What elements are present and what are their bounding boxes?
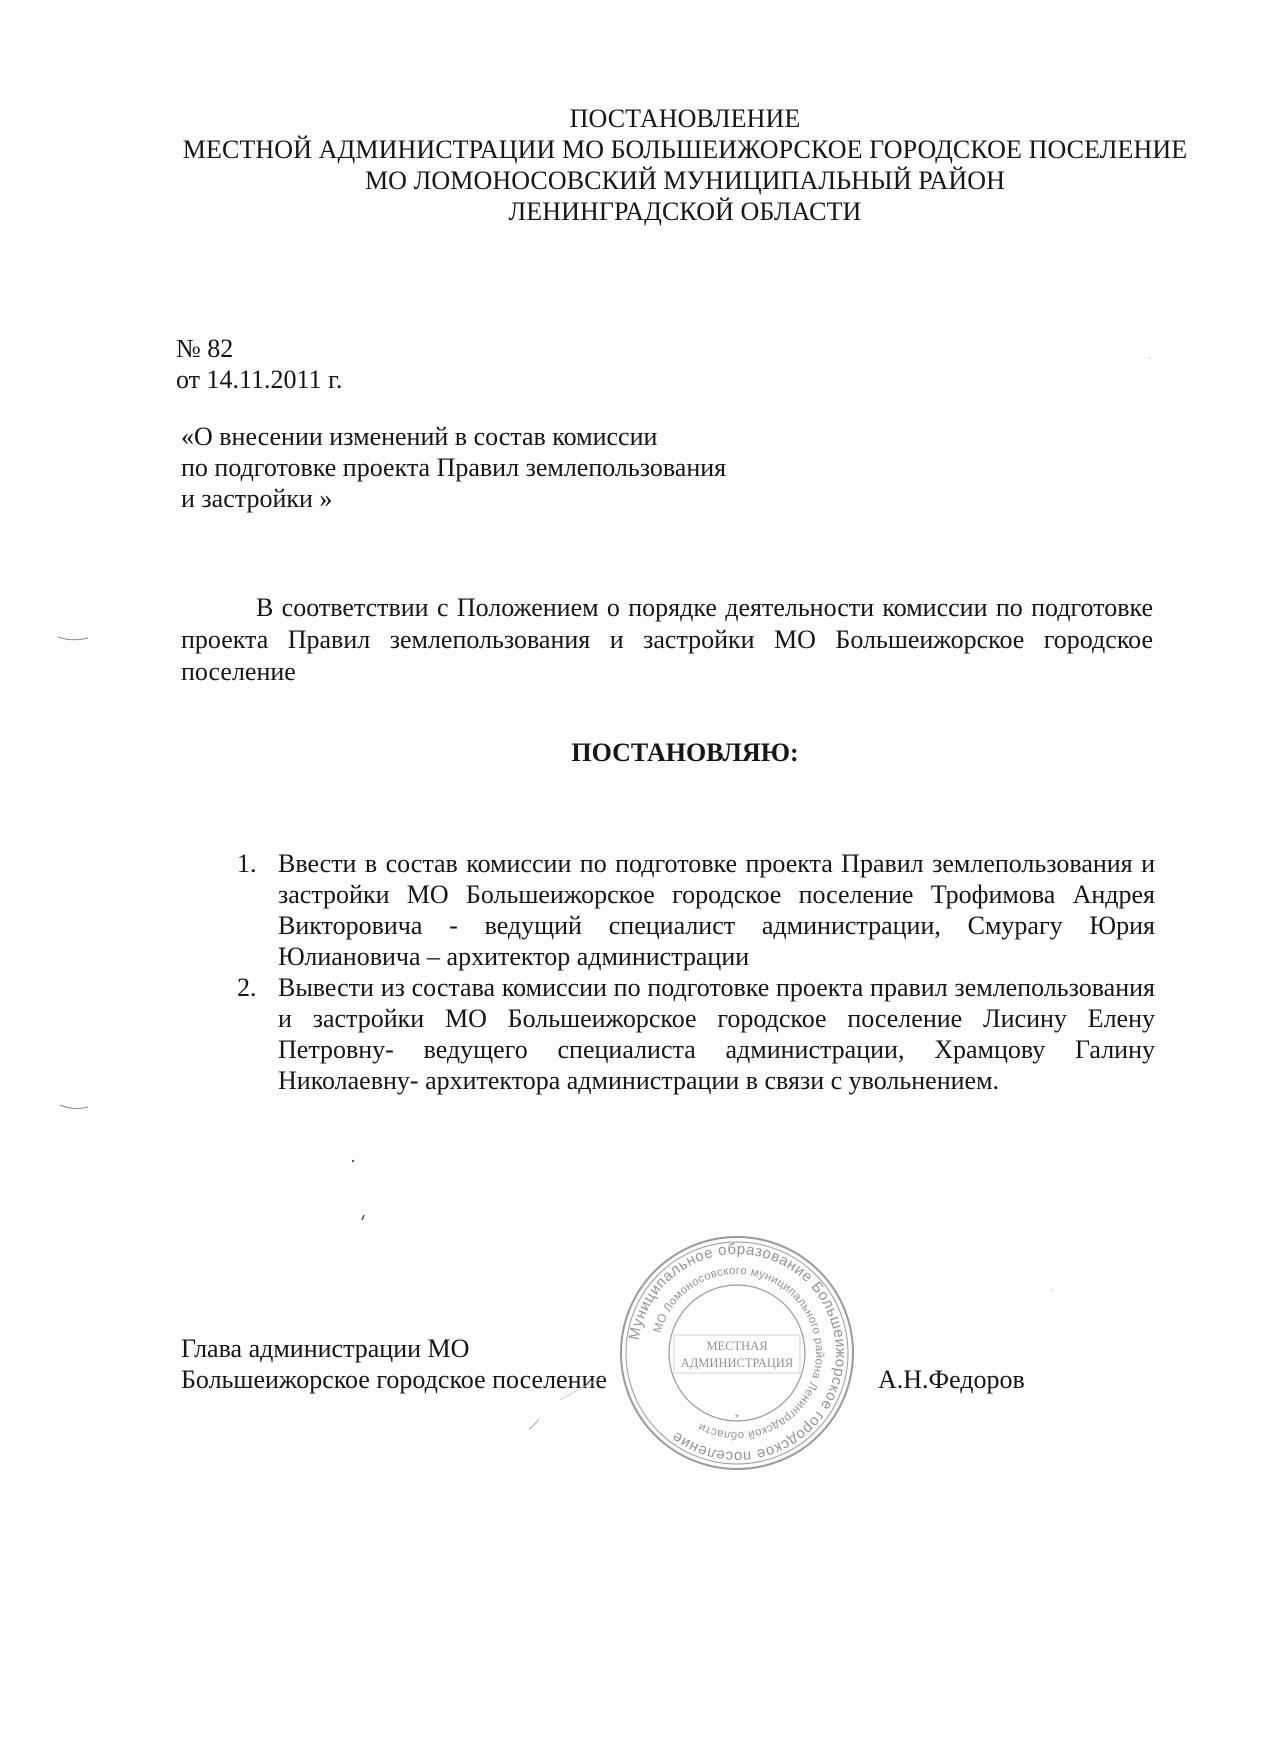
header-region: ЛЕНИНГРАДСКОЙ ОБЛАСТИ — [508, 197, 862, 226]
subject-line: «О внесении изменений в состав комиссии — [181, 422, 658, 451]
header-title: ПОСТАНОВЛЕНИЕ — [569, 104, 801, 133]
stamp-center-line: АДМИНИСТРАЦИЯ — [680, 1356, 794, 1370]
stamp-ring-text: Муниципальное образование Большеижорское городское поселение — [625, 1240, 850, 1466]
header-issuer: МЕСТНОЙ АДМИНИСТРАЦИИ МО БОЛЬШЕИЖОРСКОЕ ГОРОДСКОЕ ПОСЕЛЕНИЕ — [182, 135, 1188, 164]
resolution-items — [237, 848, 1155, 1096]
stamp-center-line: МЕСТНАЯ — [706, 1339, 768, 1353]
official-stamp-icon — [612, 1228, 862, 1478]
subject-line: по подготовке проекта Правил землепользования — [181, 453, 727, 482]
item-number: 1. — [237, 849, 257, 878]
item-text: Ввести в состав комиссии по подготовке проекта Правил землепользования и застройки МО Большеижорское городское поселение Трофимова Андрея Викторовича - ведущий специалист администрации, Смурагу Юрия Юлиановича – архитектор администрации — [278, 849, 1155, 971]
signatory-name: А.Н.Федоров — [878, 1365, 1025, 1394]
document-header — [150, 103, 1220, 227]
document-number: № 82 — [176, 334, 234, 363]
header-district: МО ЛОМОНОСОВСКИЙ МУНИЦИПАЛЬНЫЙ РАЙОН — [364, 166, 1006, 195]
resolution-item — [237, 972, 1155, 1096]
signatory-title-line: Глава администрации МО — [181, 1334, 470, 1363]
stamp-inner-ring-text: МО Ломоносовского муниципального района Ленинградской области — [651, 1264, 826, 1442]
item-number: 2. — [237, 973, 257, 1002]
resolution-item — [237, 848, 1155, 972]
item-text: Вывести из состава комиссии по подготовке проекта правил землепользования и застройки МО Большеижорское городское поселение Лисину Елену Петровну- ведущего специалиста администрации, Храмцову Галину Николаевну- архитектора администрации в связи с увольнением. — [278, 973, 1155, 1095]
document-date: от 14.11.2011 г. — [176, 365, 343, 394]
subject-line: и застройки » — [181, 484, 333, 513]
signatory-title — [181, 1333, 607, 1395]
svg-text:*: * — [735, 1413, 739, 1424]
preamble-paragraph: В соответствии с Положением о порядке деятельности комиссии по подготовке проекта Правил землепользования и застройки МО Большеижорское городское поселение — [181, 593, 1153, 686]
resolve-heading: ПОСТАНОВЛЯЮ: — [571, 738, 799, 767]
document-subject — [181, 421, 726, 514]
signatory-title-line: Большеижорское городское поселение — [181, 1365, 607, 1394]
